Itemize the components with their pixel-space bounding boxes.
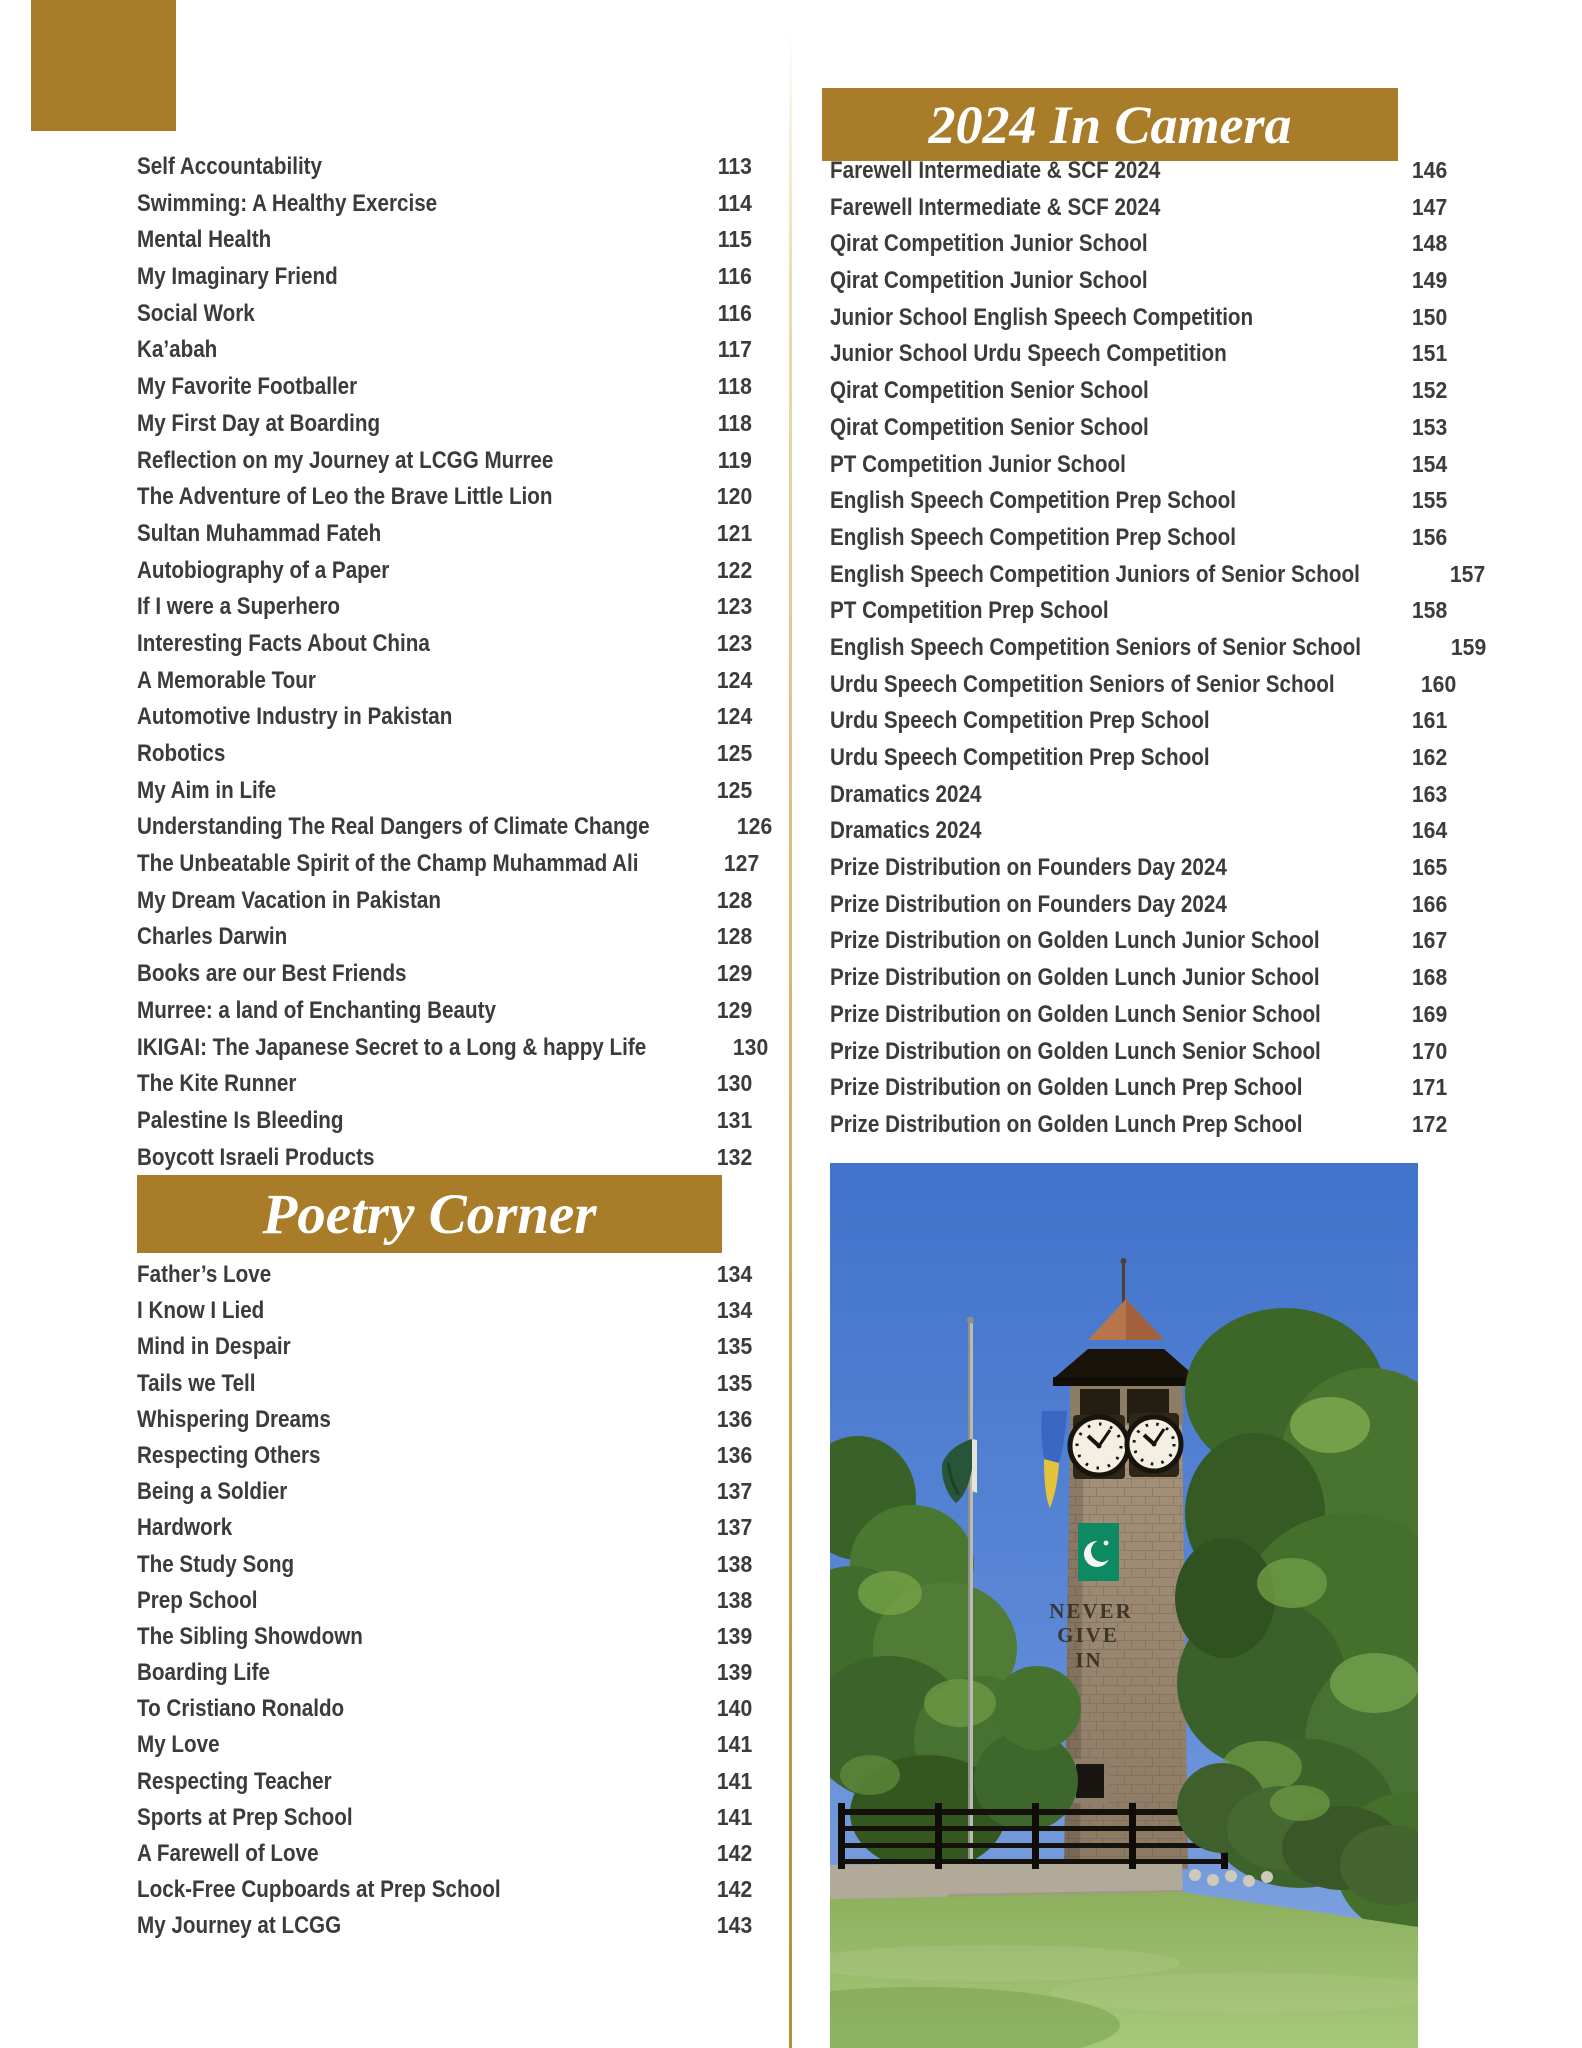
toc-entry-page: 121 <box>716 519 752 546</box>
toc-row <box>830 922 1447 959</box>
toc-row <box>137 1328 752 1364</box>
toc-entry-title: IKIGAI: The Japanese Secret to a Long & happy Life <box>137 1033 647 1061</box>
toc-entry-title: Urdu Speech Competition Prep School <box>830 707 1210 735</box>
toc-entry-page: 139 <box>716 1659 752 1686</box>
toc-entry-page: 132 <box>716 1143 752 1170</box>
toc-entry-page: 130 <box>733 1033 769 1060</box>
toc-entry-page: 122 <box>716 556 752 583</box>
toc-entry-page: 127 <box>724 850 760 877</box>
toc-row <box>137 1546 752 1582</box>
toc-entry-page: 155 <box>1411 487 1447 514</box>
toc-entry-title: Prize Distribution on Golden Lunch Senior School <box>830 1000 1321 1028</box>
toc-entry-page: 137 <box>716 1478 752 1505</box>
toc-entry-title: Charles Darwin <box>137 923 288 951</box>
toc-row <box>830 299 1447 336</box>
toc-entry-title: The Study Song <box>137 1550 295 1578</box>
toc-entry-page: 134 <box>716 1297 752 1324</box>
toc-entry-title: My Favorite Footballer <box>137 373 358 401</box>
toc-entry-page: 134 <box>716 1261 752 1287</box>
toc-row <box>137 1437 752 1473</box>
toc-row <box>137 1690 752 1726</box>
toc-row <box>830 886 1447 923</box>
toc-entry-page: 151 <box>1411 340 1447 367</box>
toc-entry-page: 125 <box>716 740 752 766</box>
toc-entry-page: 136 <box>716 1441 752 1468</box>
toc-entry-page: 143 <box>716 1912 752 1939</box>
toc-row <box>137 845 760 882</box>
toc-row <box>830 152 1447 189</box>
toc-entry-title: Qirat Competition Junior School <box>830 267 1148 295</box>
toc-entry-page: 158 <box>1411 597 1447 624</box>
toc-entry-page: 124 <box>716 703 752 730</box>
toc-entry-page: 157 <box>1449 560 1486 587</box>
toc-entry-title: Prize Distribution on Golden Lunch Junior School <box>830 927 1320 955</box>
toc-entry-title: Prize Distribution on Golden Lunch Prep School <box>830 1110 1303 1138</box>
toc-entry-page: 163 <box>1411 780 1447 807</box>
toc-entry-title: Prep School <box>137 1586 258 1614</box>
toc-entry-page: 130 <box>716 1070 752 1097</box>
toc-entry-page: 120 <box>716 483 752 510</box>
toc-entry-title: PT Competition Junior School <box>830 450 1126 478</box>
toc-entry-page: 131 <box>716 1106 752 1133</box>
toc-row <box>830 849 1447 886</box>
toc-row <box>137 185 752 222</box>
toc-entry-page: 165 <box>1411 854 1447 881</box>
toc-entry-title: Self Accountability <box>137 153 323 180</box>
toc-row <box>137 1139 752 1176</box>
toc-entry-title: Prize Distribution on Founders Day 2024 <box>830 890 1227 918</box>
toc-entry-page: 142 <box>716 1840 752 1866</box>
toc-row <box>830 262 1447 299</box>
toc-entry-title: Understanding The Real Dangers of Climate Change <box>137 813 650 841</box>
gold-corner-decoration <box>31 0 176 131</box>
toc-entry-title: The Adventure of Leo the Brave Little Lion <box>137 483 553 511</box>
toc-row <box>137 1763 752 1799</box>
toc-entry-page: 119 <box>717 446 752 473</box>
toc-row <box>830 776 1447 813</box>
toc-entry-title: Mental Health <box>137 226 272 254</box>
toc-entry-title: Interesting Facts About China <box>137 629 430 657</box>
toc-entry-title: Robotics <box>137 740 226 767</box>
toc-entry-page: 171 <box>1411 1074 1447 1101</box>
toc-row <box>830 409 1447 446</box>
toc-entry-title: Prize Distribution on Golden Lunch Junior School <box>830 964 1320 992</box>
toc-entry-title: Swimming: A Healthy Exercise <box>137 189 438 217</box>
toc-row <box>830 189 1447 226</box>
toc-entry-page: 123 <box>716 629 752 656</box>
toc-row <box>137 1654 752 1690</box>
toc-entry-title: Respecting Others <box>137 1441 321 1469</box>
toc-entry-title: A Farewell of Love <box>137 1840 319 1867</box>
toc-row <box>137 1618 752 1654</box>
toc-row <box>137 1256 752 1292</box>
toc-entry-page: 115 <box>717 226 752 253</box>
clock-face-right <box>1127 1417 1181 1471</box>
toc-entry-page: 114 <box>717 189 752 216</box>
toc-row <box>137 552 752 589</box>
toc-entry-title: Whispering Dreams <box>137 1405 331 1433</box>
toc-row <box>137 148 752 185</box>
toc-row <box>137 1065 752 1102</box>
in-camera-banner <box>822 88 1398 161</box>
toc-row <box>137 1365 752 1401</box>
toc-entry-title: Boycott Israeli Products <box>137 1143 375 1171</box>
toc-row <box>830 1106 1447 1143</box>
toc-entry-title: English Speech Competition Prep School <box>830 523 1236 551</box>
toc-row <box>137 221 752 258</box>
toc-entry-page: 137 <box>716 1514 752 1541</box>
toc-entry-page: 141 <box>716 1767 752 1794</box>
toc-entry-page: 129 <box>716 996 752 1023</box>
toc-row <box>137 368 752 405</box>
toc-entry-title: Urdu Speech Competition Prep School <box>830 744 1210 771</box>
toc-entry-page: 148 <box>1411 230 1447 257</box>
toc-entry-page: 116 <box>717 263 752 290</box>
toc-row <box>830 556 1486 593</box>
toc-row <box>137 1835 752 1871</box>
toc-entry-page: 168 <box>1411 964 1447 991</box>
toc-row <box>137 992 752 1029</box>
clock-face-left <box>1070 1417 1128 1475</box>
poetry-corner-title: Poetry Corner <box>262 1182 597 1246</box>
toc-entry-title: PT Competition Prep School <box>830 597 1109 625</box>
toc-row <box>137 625 752 662</box>
toc-row <box>137 331 752 368</box>
toc-entry-page: 118 <box>717 373 752 400</box>
crescent-sign <box>1078 1523 1119 1581</box>
in-camera-title: 2024 In Camera <box>928 94 1292 155</box>
toc-row <box>830 812 1447 849</box>
toc-row <box>137 1907 752 1943</box>
toc-entry-title: Junior School English Speech Competition <box>830 303 1254 331</box>
toc-row <box>137 1799 752 1835</box>
toc-entry-title: Farewell Intermediate & SCF 2024 <box>830 193 1161 221</box>
toc-entry-title: The Sibling Showdown <box>137 1622 363 1650</box>
toc-row <box>137 772 752 809</box>
poetry-corner-banner <box>137 1175 722 1253</box>
toc-entry-title: The Kite Runner <box>137 1070 297 1098</box>
toc-entry-page: 153 <box>1411 413 1447 440</box>
toc-entry-title: Prize Distribution on Founders Day 2024 <box>830 854 1227 882</box>
toc-row <box>830 666 1456 703</box>
toc-entry-page: 116 <box>717 299 752 326</box>
toc-entry-page: 118 <box>717 409 752 436</box>
toc-entry-title: Respecting Teacher <box>137 1767 332 1795</box>
poetry-list <box>137 1256 752 1944</box>
toc-entry-title: Father’s Love <box>137 1261 272 1288</box>
toc-entry-title: Prize Distribution on Golden Lunch Prep School <box>830 1074 1303 1102</box>
toc-row <box>137 698 752 735</box>
flagpole <box>967 1317 974 1869</box>
toc-entry-page: 125 <box>716 776 752 803</box>
toc-row <box>830 335 1447 372</box>
toc-entry-page: 123 <box>716 593 752 620</box>
toc-entry-page: 141 <box>716 1803 752 1830</box>
toc-entry-page: 162 <box>1411 744 1447 770</box>
toc-entry-title: Urdu Speech Competition Seniors of Senior School <box>830 670 1335 698</box>
toc-entry-title: My Imaginary Friend <box>137 263 338 291</box>
toc-entry-title: My First Day at Boarding <box>137 409 381 437</box>
toc-row <box>830 739 1447 776</box>
toc-entry-page: 147 <box>1411 193 1447 220</box>
toc-entry-title: Farewell Intermediate & SCF 2024 <box>830 157 1161 184</box>
toc-entry-title: If I were a Superhero <box>137 593 341 621</box>
toc-entry-title: Qirat Competition Junior School <box>830 230 1148 258</box>
toc-entry-page: 172 <box>1411 1110 1447 1137</box>
toc-row <box>830 996 1447 1033</box>
toc-entry-page: 150 <box>1411 303 1447 330</box>
toc-entry-title: Boarding Life <box>137 1659 271 1687</box>
toc-entry-page: 129 <box>716 960 752 987</box>
toc-row <box>137 1473 752 1509</box>
motto-line-in: IN <box>1075 1648 1103 1672</box>
toc-row <box>137 588 752 625</box>
toc-row <box>830 225 1447 262</box>
toc-entry-title: To Cristiano Ronaldo <box>137 1695 345 1723</box>
toc-entry-page: 160 <box>1420 670 1456 697</box>
toc-entry-page: 124 <box>716 666 752 693</box>
clock-tower-photo <box>830 1163 1418 2048</box>
toc-entry-title: My Journey at LCGG <box>137 1912 342 1940</box>
toc-row <box>137 442 752 479</box>
toc-entry-page: 156 <box>1411 523 1447 550</box>
toc-row <box>830 1069 1447 1106</box>
toc-row <box>137 955 752 992</box>
toc-row <box>830 519 1447 556</box>
motto-line-give: GIVE <box>1057 1623 1119 1647</box>
toc-entry-title: The Unbeatable Spirit of the Champ Muhammad Ali <box>137 850 639 878</box>
toc-row <box>137 405 752 442</box>
toc-entry-page: 164 <box>1411 817 1447 844</box>
toc-entry-page: 135 <box>716 1333 752 1360</box>
toc-entry-page: 166 <box>1411 890 1447 917</box>
toc-entry-page: 113 <box>717 153 752 179</box>
toc-entry-title: I Know I Lied <box>137 1297 265 1325</box>
toc-entry-title: Hardwork <box>137 1514 233 1542</box>
toc-row <box>830 702 1447 739</box>
toc-entry-page: 128 <box>716 923 752 950</box>
toc-entry-page: 135 <box>716 1369 752 1396</box>
toc-row <box>137 478 752 515</box>
toc-row <box>137 1401 752 1437</box>
toc-row <box>830 592 1447 629</box>
toc-entry-page: 161 <box>1411 707 1447 734</box>
camera-list <box>830 152 1487 1143</box>
motto-line-never: NEVER <box>1049 1599 1133 1623</box>
toc-entry-page: 138 <box>716 1550 752 1577</box>
toc-entry-page: 169 <box>1411 1000 1447 1027</box>
toc-row <box>137 735 752 772</box>
toc-entry-title: Autobiography of a Paper <box>137 556 390 584</box>
toc-row <box>830 372 1447 409</box>
toc-entry-title: A Memorable Tour <box>137 666 316 694</box>
toc-row <box>137 1509 752 1545</box>
toc-row <box>830 629 1487 666</box>
toc-entry-page: 117 <box>717 336 752 363</box>
toc-row <box>137 662 752 699</box>
toc-entry-title: Ka’abah <box>137 336 218 364</box>
toc-entry-page: 152 <box>1411 377 1447 404</box>
toc-entry-title: Dramatics 2024 <box>830 780 982 808</box>
toc-entry-page: 159 <box>1451 633 1487 660</box>
toc-row <box>830 446 1447 483</box>
toc-entry-title: Palestine Is Bleeding <box>137 1106 344 1134</box>
toc-entry-title: Qirat Competition Senior School <box>830 413 1149 441</box>
column-divider-line <box>789 28 792 2048</box>
toc-entry-title: Mind in Despair <box>137 1333 291 1361</box>
toc-row <box>137 1102 752 1139</box>
toc-row <box>137 808 773 845</box>
toc-entry-title: Books are our Best Friends <box>137 960 407 988</box>
toc-entry-page: 141 <box>716 1731 752 1758</box>
toc-entry-title: English Speech Competition Seniors of Senior School <box>830 633 1361 661</box>
toc-entry-page: 140 <box>716 1695 752 1722</box>
toc-entry-page: 154 <box>1411 450 1447 477</box>
toc-entry-page: 142 <box>716 1876 752 1903</box>
toc-entry-title: Tails we Tell <box>137 1369 256 1397</box>
toc-row <box>137 918 752 955</box>
toc-row <box>137 1292 752 1328</box>
toc-entry-title: Dramatics 2024 <box>830 817 982 845</box>
toc-entry-title: Murree: a land of Enchanting Beauty <box>137 996 496 1024</box>
toc-entry-page: 128 <box>716 886 752 913</box>
toc-row <box>137 515 752 552</box>
toc-entry-title: Sports at Prep School <box>137 1803 353 1831</box>
toc-row <box>137 258 752 295</box>
toc-entry-page: 136 <box>716 1405 752 1432</box>
toc-entry-title: Automotive Industry in Pakistan <box>137 703 453 731</box>
toc-entry-page: 126 <box>737 813 773 840</box>
toc-entry-title: My Aim in Life <box>137 776 277 804</box>
toc-entry-page: 138 <box>716 1586 752 1613</box>
toc-entry-title: My Love <box>137 1731 220 1759</box>
toc-row <box>830 482 1447 519</box>
toc-entry-page: 167 <box>1411 927 1447 954</box>
toc-entry-title: My Dream Vacation in Pakistan <box>137 886 441 914</box>
toc-entry-page: 139 <box>716 1622 752 1649</box>
toc-row <box>137 1726 752 1762</box>
toc-entry-title: Sultan Muhammad Fateh <box>137 519 382 547</box>
toc-row <box>137 1582 752 1618</box>
toc-entry-title: English Speech Competition Juniors of Senior School <box>830 560 1360 588</box>
toc-row <box>830 1033 1447 1070</box>
toc-row <box>137 295 752 332</box>
toc-row <box>137 1029 769 1066</box>
toc-entry-title: Reflection on my Journey at LCGG Murree <box>137 446 554 474</box>
toc-entry-title: Social Work <box>137 299 255 327</box>
toc-entry-title: Junior School Urdu Speech Competition <box>830 340 1227 368</box>
toc-row <box>137 1871 752 1907</box>
toc-entry-page: 146 <box>1411 157 1447 183</box>
toc-row <box>830 959 1447 996</box>
toc-entry-title: English Speech Competition Prep School <box>830 487 1236 515</box>
toc-entry-title: Qirat Competition Senior School <box>830 377 1149 405</box>
toc-row <box>137 882 752 919</box>
toc-entry-page: 170 <box>1411 1037 1447 1064</box>
articles-list <box>137 148 773 1175</box>
toc-entry-title: Lock-Free Cupboards at Prep School <box>137 1876 501 1904</box>
toc-entry-title: Prize Distribution on Golden Lunch Senior School <box>830 1037 1321 1065</box>
toc-entry-page: 149 <box>1411 267 1447 294</box>
toc-entry-title: Being a Soldier <box>137 1478 288 1506</box>
